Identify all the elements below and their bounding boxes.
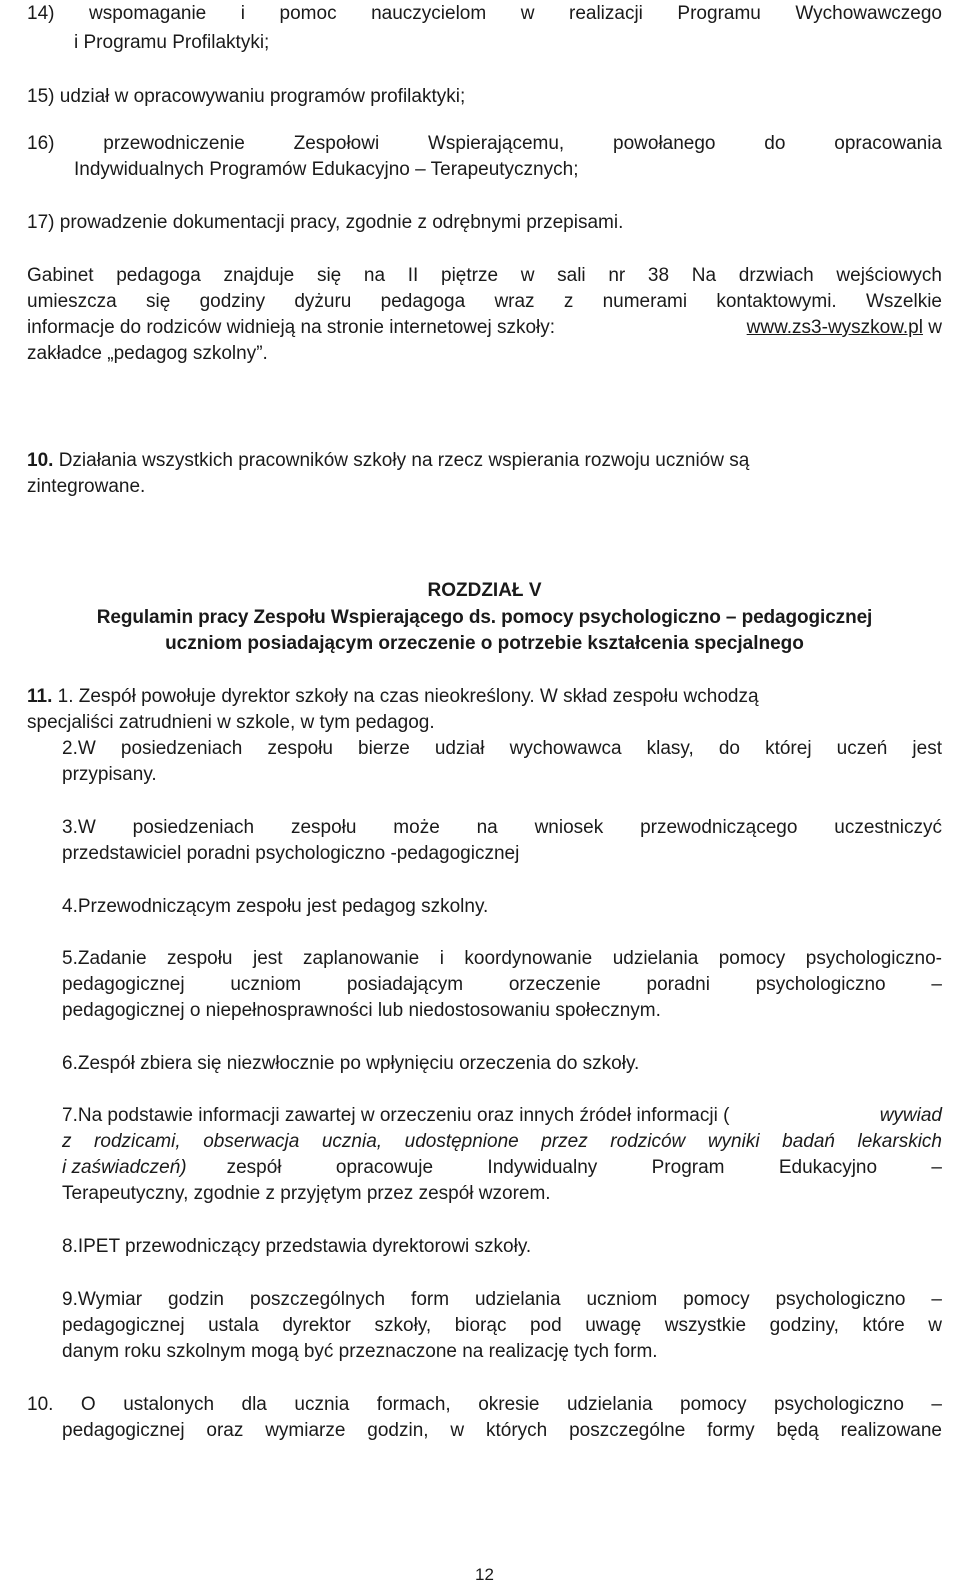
point-5-line-2: pedagogicznej uczniom posiadającym orzeczenie poradni psychologiczno – <box>62 974 942 995</box>
point-8-line-1: 8.IPET przewodniczący przedstawia dyrektorowi szkoły. <box>62 1236 532 1257</box>
point-7-line-3: i zaświadczeń) zespół opracowuje Indywidualny Program Edukacyjno – <box>62 1157 942 1178</box>
section-11-line-2: specjaliści zatrudnieni w szkole, w tym pedagog. <box>27 712 435 733</box>
list-item-14: 14) wspomaganie i pomoc nauczycielom w realizacji Programu Wychowawczego <box>27 3 943 24</box>
point-4-line-1: 4.Przewodniczącym zespołu jest pedagog szkolny. <box>62 896 489 917</box>
gabinet-line-2: umieszcza się godziny dyżuru pedagoga wraz z numerami kontaktowymi. Wszelkie <box>27 291 942 312</box>
gabinet-line-3: informacje do rodziców widnieją na stronie internetowej szkoły: www.zs3-wyszkow.pl w <box>27 317 942 338</box>
page-number: 12 <box>475 1565 494 1584</box>
chapter-title: ROZDZIAŁ V <box>427 580 542 601</box>
point-7-line-1: 7.Na podstawie informacji zawartej w orzeczeniu oraz innych źródeł informacji ( wywiad <box>62 1105 942 1126</box>
point-3-line-2: przedstawiciel poradni psychologiczno -pedagogicznej <box>62 843 520 864</box>
point-5-line-3: pedagogicznej o niepełnosprawności lub niedostosowaniu społecznym. <box>62 1000 661 1021</box>
point-2-line-2: przypisany. <box>62 764 157 785</box>
chapter-subtitle-2: uczniom posiadającym orzeczenie o potrzebie kształcenia specjalnego <box>165 633 804 654</box>
list-item-16: 16) przewodniczenie Zespołowi Wspierającemu, powołanego do opracowania <box>27 133 942 154</box>
point-5-line-1: 5.Zadanie zespołu jest zaplanowanie i koordynowanie udzielania pomocy psychologiczno- <box>62 948 942 969</box>
point-10-line-1: 10. O ustalonych dla ucznia formach, okresie udzielania pomocy psychologiczno – <box>27 1394 942 1415</box>
point-7-line-2: z rodzicami, obserwacja ucznia, udostępnione przez rodziców wyniki badań lekarskich <box>62 1131 942 1152</box>
section-11-line-1: 11. 1. Zespół powołuje dyrektor szkoły na czas nieokreślony. W skład zespołu wchodzą <box>27 686 759 707</box>
point-3-line-1: 3.W posiedzeniach zespołu może na wniosek przewodniczącego uczestniczyć <box>62 817 942 838</box>
point-10-line-2: pedagogicznej oraz wymiarze godzin, w których poszczególne formy będą realizowane <box>62 1420 942 1441</box>
gabinet-line-4: zakładce „pedagog szkolny”. <box>27 343 268 364</box>
point-9-line-3: danym roku szkolnym mogą być przeznaczone na realizację tych form. <box>62 1341 658 1362</box>
gabinet-line-1: Gabinet pedagoga znajduje się na II piętrze w sali nr 38 Na drzwiach wejściowych <box>27 265 942 286</box>
section-10-line-2: zintegrowane. <box>27 476 146 497</box>
point-9-line-2: pedagogicznej ustala dyrektor szkoły, biorąc pod uwagę wszystkie godziny, które w <box>62 1315 942 1336</box>
list-item-14-cont: i Programu Profilaktyki; <box>74 32 270 53</box>
point-9-line-1: 9.Wymiar godzin poszczególnych form udzielania uczniom pomocy psychologiczno – <box>62 1289 942 1310</box>
point-7-line-4: Terapeutyczny, zgodnie z przyjętym przez zespół wzorem. <box>62 1183 551 1204</box>
section-10-line-1: 10. Działania wszystkich pracowników szkoły na rzecz wspierania rozwoju uczniów są <box>27 450 750 471</box>
list-item-17: 17) prowadzenie dokumentacji pracy, zgodnie z odrębnymi przepisami. <box>27 212 624 233</box>
school-website-link[interactable]: www.zs3-wyszkow.pl <box>746 317 923 338</box>
document-page <box>27 0 942 1592</box>
point-2-line-1: 2.W posiedzeniach zespołu bierze udział wychowawca klasy, do której uczeń jest <box>62 738 942 759</box>
list-item-16-cont: Indywidualnych Programów Edukacyjno – Terapeutycznych; <box>74 159 579 180</box>
point-6-line-1: 6.Zespół zbiera się niezwłocznie po wpłynięciu orzeczenia do szkoły. <box>62 1053 640 1074</box>
chapter-subtitle-1: Regulamin pracy Zespołu Wspierającego ds. pomocy psychologiczno – pedagogicznej <box>96 607 873 628</box>
list-item-15: 15) udział w opracowywaniu programów profilaktyki; <box>27 86 466 107</box>
